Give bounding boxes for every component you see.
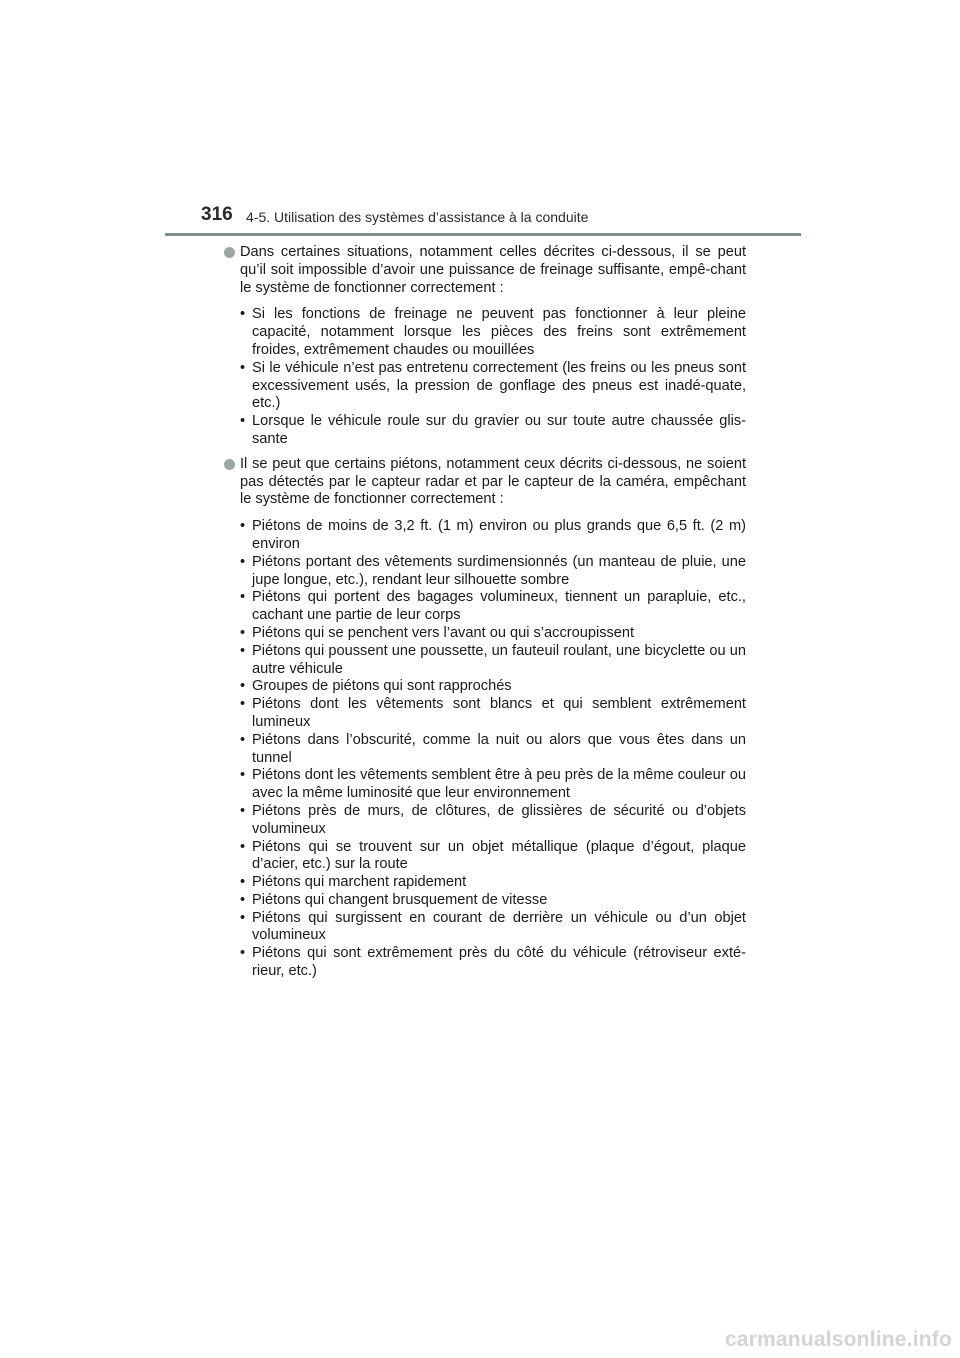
list-item: • Piétons qui se trouvent sur un objet métallique (plaque d’égout, plaque d’acier, etc.) sur la route — [240, 838, 746, 873]
circle-bullet-icon — [224, 459, 235, 470]
bullet-dot-icon: • — [240, 802, 246, 819]
section-paragraph — [222, 456, 746, 509]
list-item: • Piétons qui changent brusquement de vitesse — [240, 891, 548, 908]
header-divider — [165, 233, 801, 236]
bullet-dot-icon: • — [240, 678, 246, 695]
list-item: • Piétons qui surgissent en courant de derrière un véhicule ou d’un objet volumineux — [240, 909, 746, 944]
list-item: • Piétons qui se penchent vers l’avant ou qui s’accroupissent — [240, 624, 635, 641]
circle-bullet-icon — [224, 247, 235, 258]
list-item: • Lorsque le véhicule roule sur du gravier ou sur toute autre chaussée glis-sante — [240, 413, 746, 447]
list-item: • Piétons portant des vêtements surdimensionnés (un manteau de pluie, une jupe longue, etc.), rendant leur silhouette sombre — [240, 553, 746, 588]
condition-list — [240, 306, 746, 448]
bullet-dot-icon: • — [240, 413, 246, 430]
list-item: • Si les fonctions de freinage ne peuvent pas fonctionner à leur pleine capacité, notamment lorsque les pièces des freins sont extrêmement froides, extrêmement chaudes ou mouillées — [240, 306, 746, 358]
list-item: • Piétons qui portent des bagages volumineux, tiennent un parapluie, etc., cachant une partie de leur corps — [240, 589, 746, 624]
pedestrian-list — [240, 518, 746, 981]
bullet-dot-icon: • — [240, 642, 246, 659]
list-item: • Piétons qui sont extrêmement près du côté du véhicule (rétroviseur exté-rieur, etc.) — [240, 945, 746, 980]
list-item: • Si le véhicule n’est pas entretenu correctement (les freins ou les pneus sont excessivement usés, la pression de gonflage des pneus est inadé-quate, etc.) — [240, 359, 746, 412]
paragraph-text: Il se peut que certains piétons, notamment ceux décrits ci-dessous, ne soient pas détectés par le capteur radar et par le capteur de la caméra, empêchant le système de fonctionner correctement : — [240, 455, 746, 508]
bullet-dot-icon: • — [240, 909, 246, 926]
bullet-dot-icon: • — [240, 731, 246, 748]
bullet-dot-icon: • — [240, 838, 246, 855]
bullet-dot-icon: • — [240, 891, 246, 908]
bullet-dot-icon: • — [240, 945, 246, 962]
list-item: • Piétons qui poussent une poussette, un fauteuil roulant, une bicyclette ou un autre véhicule — [240, 642, 746, 677]
list-item: • Piétons dont les vêtements semblent être à peu près de la même couleur ou avec la même luminosité que leur environnement — [240, 767, 746, 802]
bullet-dot-icon: • — [240, 696, 246, 713]
page-body — [222, 244, 746, 988]
bullet-dot-icon: • — [240, 624, 246, 641]
bullet-dot-icon: • — [240, 589, 246, 606]
watermark: carmanualsonline.info — [724, 1328, 952, 1351]
bullet-dot-icon: • — [240, 518, 246, 535]
list-item: • Piétons qui marchent rapidement — [240, 874, 467, 891]
list-item: • Groupes de piétons qui sont rapprochés — [240, 678, 512, 695]
bullet-dot-icon: • — [240, 767, 246, 784]
list-item: • Piétons dont les vêtements sont blancs et qui semblent extrêmement lumineux — [240, 696, 746, 730]
bullet-dot-icon: • — [240, 874, 246, 891]
list-item: • Piétons près de murs, de clôtures, de glissières de sécurité ou d’objets volumineux — [240, 802, 746, 837]
bullet-dot-icon: • — [240, 359, 246, 376]
bullet-dot-icon: • — [240, 306, 246, 323]
paragraph-text: Dans certaines situations, notamment celles décrites ci-dessous, il se peut qu’il soit impossible d’avoir une puissance de freinage suffisante, empê-chant le système de fonctionner correctement : — [240, 244, 746, 296]
section-title: 4-5. Utilisation des systèmes d’assistance à la conduite — [246, 209, 589, 225]
bullet-dot-icon: • — [240, 553, 246, 570]
list-item: • Piétons dans l’obscurité, comme la nuit ou alors que vous êtes dans un tunnel — [240, 731, 746, 766]
section-paragraph — [222, 244, 746, 297]
list-item: • Piétons de moins de 3,2 ft. (1 m) environ ou plus grands que 6,5 ft. (2 m) environ — [240, 518, 746, 552]
page-number: 316 — [201, 204, 233, 225]
